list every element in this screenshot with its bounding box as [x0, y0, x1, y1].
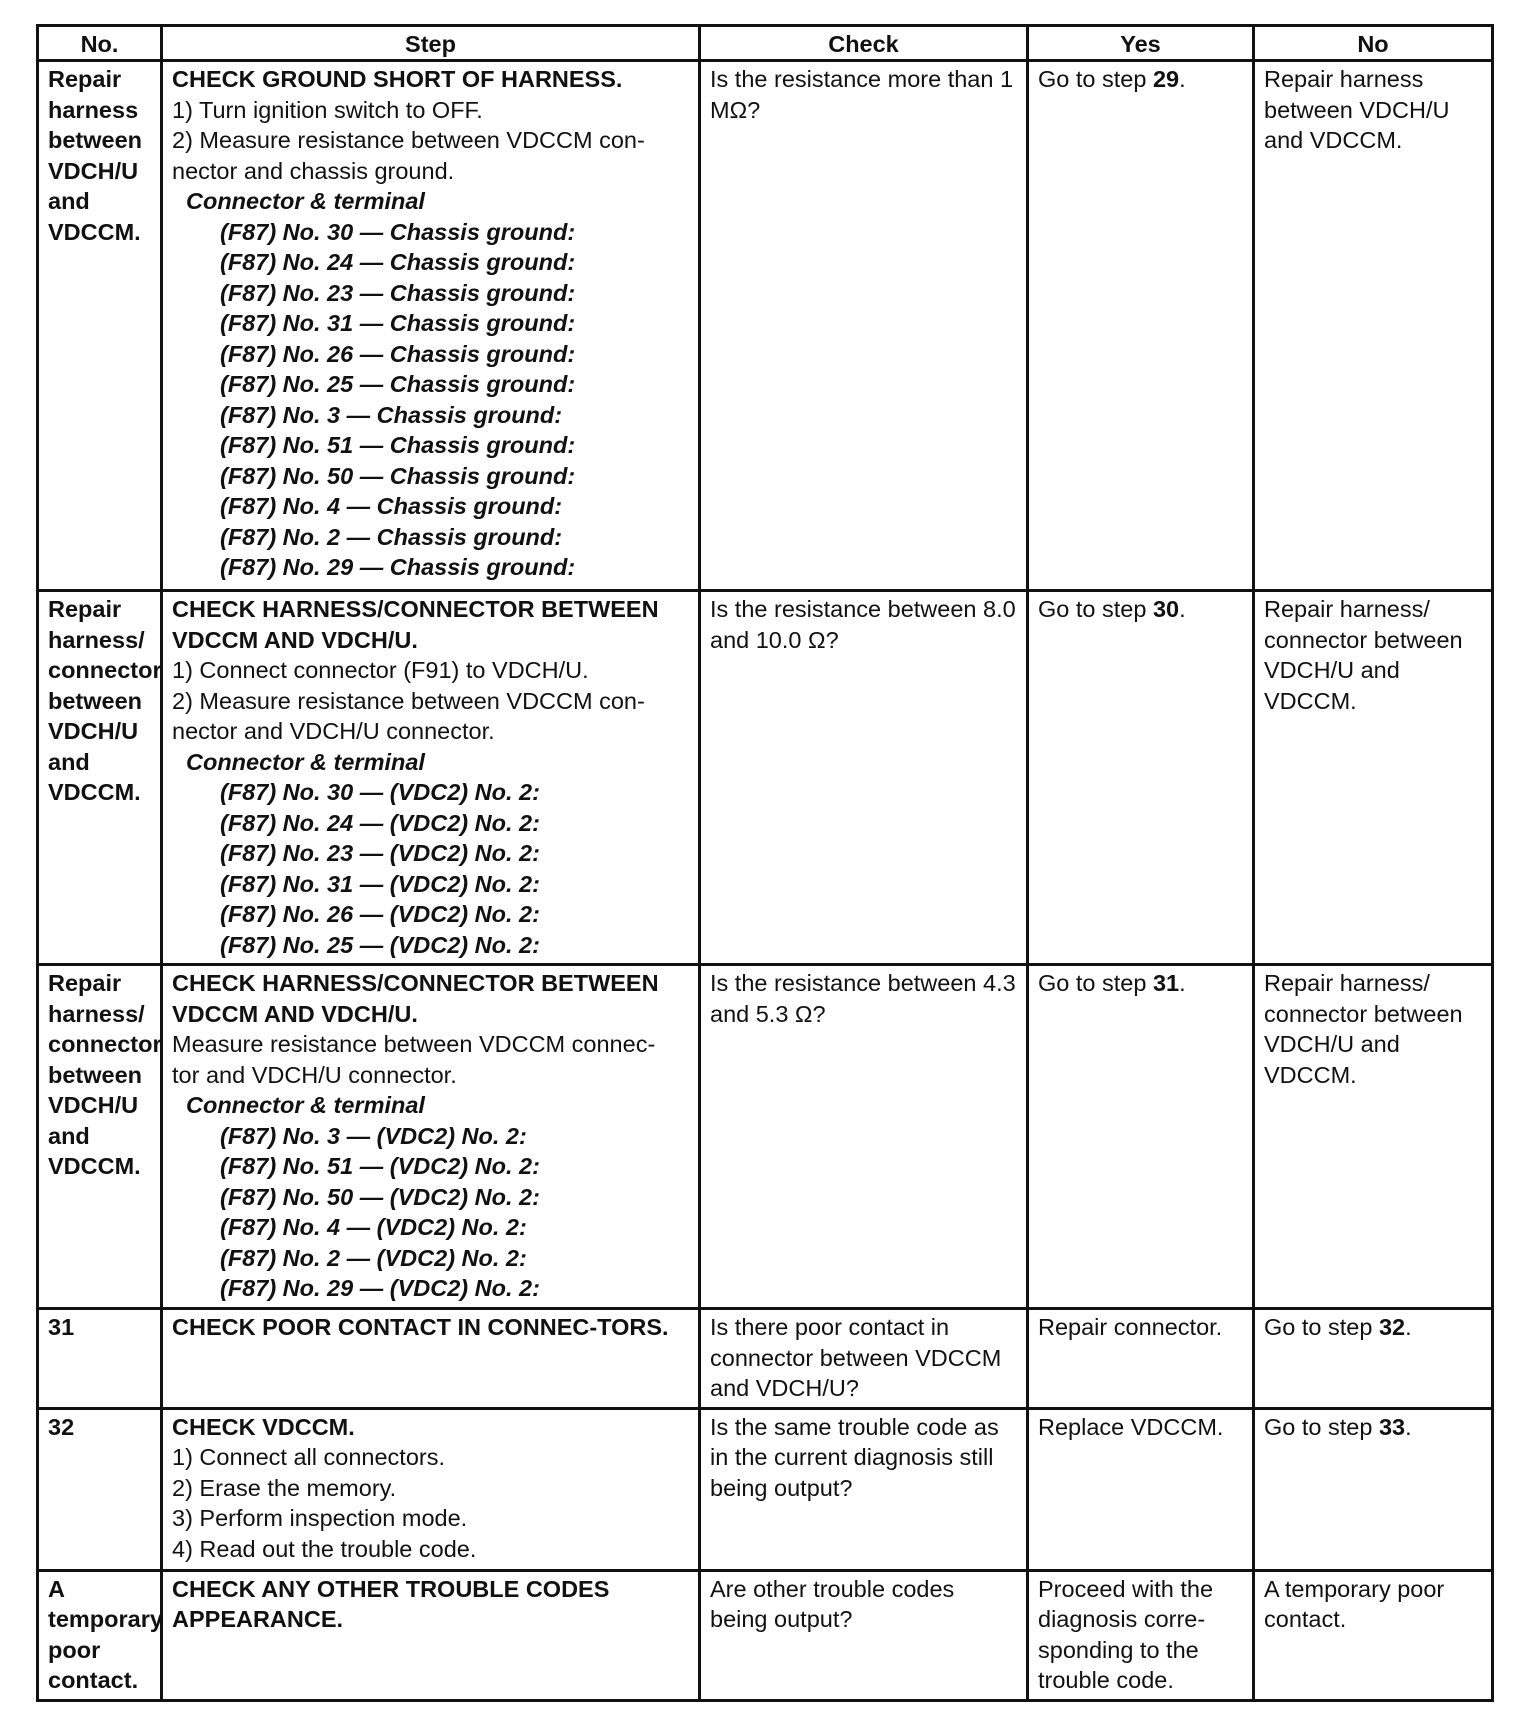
connector-terminal-item: (F87) No. 26 — Chassis ground:: [220, 340, 576, 367]
check-cell: Is the resistance between 4.3 and 5.3 Ω?: [700, 965, 1028, 1309]
connector-terminal-item: (F87) No. 25 — (VDC2) No. 2:: [220, 931, 540, 958]
connector-terminal-item: (F87) No. 4 — Chassis ground:: [220, 493, 563, 519]
connector-terminal-item: (F87) No. 29 — Chassis ground:: [220, 554, 576, 580]
connector-terminal-item: (F87) No. 3 — (VDC2) No. 2:: [220, 1122, 527, 1149]
no-step-ref: 33: [1378, 1413, 1406, 1440]
step-title: CHECK HARNESS/CONNECTOR BETWEEN VDCCM AND VDCH/U.: [172, 970, 659, 1027]
connector-terminal-item: (F87) No. 29 — (VDC2) No. 2:: [220, 1275, 540, 1301]
step-cell: [162, 1570, 700, 1700]
step-line: 3) Perform inspection mode.: [172, 1505, 468, 1531]
connector-terminal-item: (F87) No. 51 — (VDC2) No. 2:: [220, 1153, 540, 1179]
connector-terminal-item: (F87) No. 23 — (VDC2) No. 2:: [220, 840, 540, 866]
connector-terminal-item: (F87) No. 30 — (VDC2) No. 2:: [220, 779, 540, 805]
no-cell: [1254, 1309, 1493, 1409]
check-cell: Is there poor contact in connector between VDCCM and VDCH/U?: [700, 1309, 1028, 1409]
connector-terminal-item: (F87) No. 25 — Chassis ground:: [220, 371, 576, 397]
header-check: Check: [700, 26, 1028, 61]
no-suffix: .: [1405, 1413, 1412, 1440]
step-line: 1) Connect all connectors.: [172, 1444, 446, 1470]
yes-cell: [1028, 591, 1254, 965]
no-step-ref: 32: [1378, 1314, 1406, 1340]
step-line: Measure resistance between VDCCM connec-: [172, 1031, 656, 1057]
yes-step-ref: 30: [1152, 596, 1180, 622]
connector-terminal-item: (F87) No. 30 — Chassis ground:: [220, 218, 576, 245]
step-cell: [162, 965, 700, 1309]
yes-suffix: .: [1179, 970, 1186, 996]
connector-terminal-item: (F87) No. 4 — (VDC2) No. 2:: [220, 1214, 527, 1240]
connector-terminal-item: (F87) No. 3 — Chassis ground:: [220, 401, 563, 428]
no-cell: [1254, 1408, 1493, 1570]
no-cell: Repair harness/ connector between VDCH/U and VDCCM.: [1254, 965, 1493, 1309]
step-line: 2) Measure resistance between VDCCM con-: [172, 687, 645, 714]
connector-terminal-heading: Connector & terminal: [186, 748, 425, 775]
yes-cell: Replace VDCCM.: [1028, 1408, 1254, 1570]
yes-suffix: .: [1179, 596, 1186, 622]
step-line: 1) Turn ignition switch to OFF.: [172, 96, 483, 123]
check-cell: Is the same trouble code as in the current diagnosis still being output?: [700, 1408, 1028, 1570]
no-cell: Repair harness/ connector between VDCH/U and VDCCM.: [1254, 591, 1493, 965]
connector-terminal-heading: Connector & terminal: [186, 1092, 425, 1118]
yes-cell: Proceed with the diagnosis corre-sponding to the trouble code.: [1028, 1570, 1254, 1700]
yes-step-ref: 31: [1152, 970, 1180, 996]
step-title: CHECK HARNESS/CONNECTOR BETWEEN VDCCM AND VDCH/U.: [172, 596, 659, 653]
step-line: 4) Read out the trouble code.: [172, 1535, 477, 1562]
step-cell: [162, 61, 700, 591]
step-line: nector and VDCH/U connector.: [172, 718, 495, 744]
step-line: 2) Measure resistance between VDCCM con-: [172, 127, 645, 153]
connector-terminal-item: (F87) No. 31 — Chassis ground:: [220, 310, 576, 336]
no-cell: Repair harness between VDCH/U and VDCCM.: [1254, 61, 1493, 591]
connector-terminal-item: (F87) No. 2 — Chassis ground:: [220, 523, 563, 550]
connector-terminal-item: (F87) No. 31 — (VDC2) No. 2:: [220, 870, 540, 897]
no-cell: A temporary poor contact.: [1254, 1570, 1493, 1700]
table-row: [38, 1408, 1493, 1570]
table-row: [38, 1309, 1493, 1409]
connector-terminal-item: (F87) No. 24 — (VDC2) No. 2:: [220, 809, 540, 836]
header-step: Step: [162, 26, 700, 61]
connector-terminal-item: (F87) No. 50 — (VDC2) No. 2:: [220, 1183, 540, 1210]
step-title: CHECK POOR CONTACT IN CONNEC-TORS.: [172, 1314, 669, 1340]
table-row: [38, 591, 1493, 965]
step-cell: [162, 1408, 700, 1570]
table-row: [38, 61, 1493, 591]
yes-cell: Repair connector.: [1028, 1309, 1254, 1409]
check-cell: Is the resistance more than 1 MΩ?: [700, 61, 1028, 591]
connector-terminal-item: (F87) No. 51 — Chassis ground:: [220, 432, 576, 458]
yes-text: Go to step: [1038, 596, 1153, 622]
header-no-result: No: [1254, 26, 1493, 61]
no-suffix: .: [1405, 1314, 1412, 1340]
yes-text: Go to step: [1038, 970, 1153, 996]
step-line: 1) Connect connector (F91) to VDCH/U.: [172, 657, 589, 683]
no-text: Go to step: [1264, 1413, 1379, 1440]
check-cell: Is the resistance between 8.0 and 10.0 Ω?: [700, 591, 1028, 965]
step-title: CHECK ANY OTHER TROUBLE CODES APPEARANCE.: [172, 1575, 610, 1632]
step-line: tor and VDCH/U connector.: [172, 1061, 457, 1088]
connector-terminal-heading: Connector & terminal: [186, 188, 425, 214]
step-number: A temporary poor contact.: [38, 1570, 162, 1700]
header-no: No.: [38, 26, 162, 61]
connector-terminal-item: (F87) No. 23 — Chassis ground:: [220, 279, 576, 306]
check-cell: Are other trouble codes being output?: [700, 1570, 1028, 1700]
connector-terminal-item: (F87) No. 2 — (VDC2) No. 2:: [220, 1244, 527, 1271]
connector-terminal-item: (F87) No. 24 — Chassis ground:: [220, 249, 576, 275]
step-title: CHECK GROUND SHORT OF HARNESS.: [172, 66, 623, 92]
yes-text: Go to step: [1038, 66, 1153, 92]
yes-cell: [1028, 61, 1254, 591]
diagnostic-table: [36, 24, 1494, 1702]
step-line: nector and chassis ground.: [172, 157, 455, 184]
no-text: Go to step: [1264, 1314, 1379, 1340]
step-number: Repair harness/ connector between VDCH/U and VDCCM.: [38, 965, 162, 1309]
step-title: CHECK VDCCM.: [172, 1413, 355, 1440]
table-row: [38, 965, 1493, 1309]
yes-cell: [1028, 965, 1254, 1309]
step-cell: [162, 591, 700, 965]
step-number: 31: [38, 1309, 162, 1409]
step-number: Repair harness between VDCH/U and VDCCM.: [38, 61, 162, 591]
yes-suffix: .: [1179, 66, 1186, 92]
step-number: Repair harness/ connector between VDCH/U and VDCCM.: [38, 591, 162, 965]
connector-terminal-item: (F87) No. 50 — Chassis ground:: [220, 462, 576, 489]
step-line: 2) Erase the memory.: [172, 1474, 397, 1501]
step-number: 32: [38, 1408, 162, 1570]
diagnostic-table-page: [36, 24, 1494, 1702]
table-header-row: [38, 26, 1493, 61]
table-row: [38, 1570, 1493, 1700]
header-yes: Yes: [1028, 26, 1254, 61]
step-cell: [162, 1309, 700, 1409]
connector-terminal-item: (F87) No. 26 — (VDC2) No. 2:: [220, 901, 540, 927]
yes-step-ref: 29: [1152, 66, 1180, 92]
